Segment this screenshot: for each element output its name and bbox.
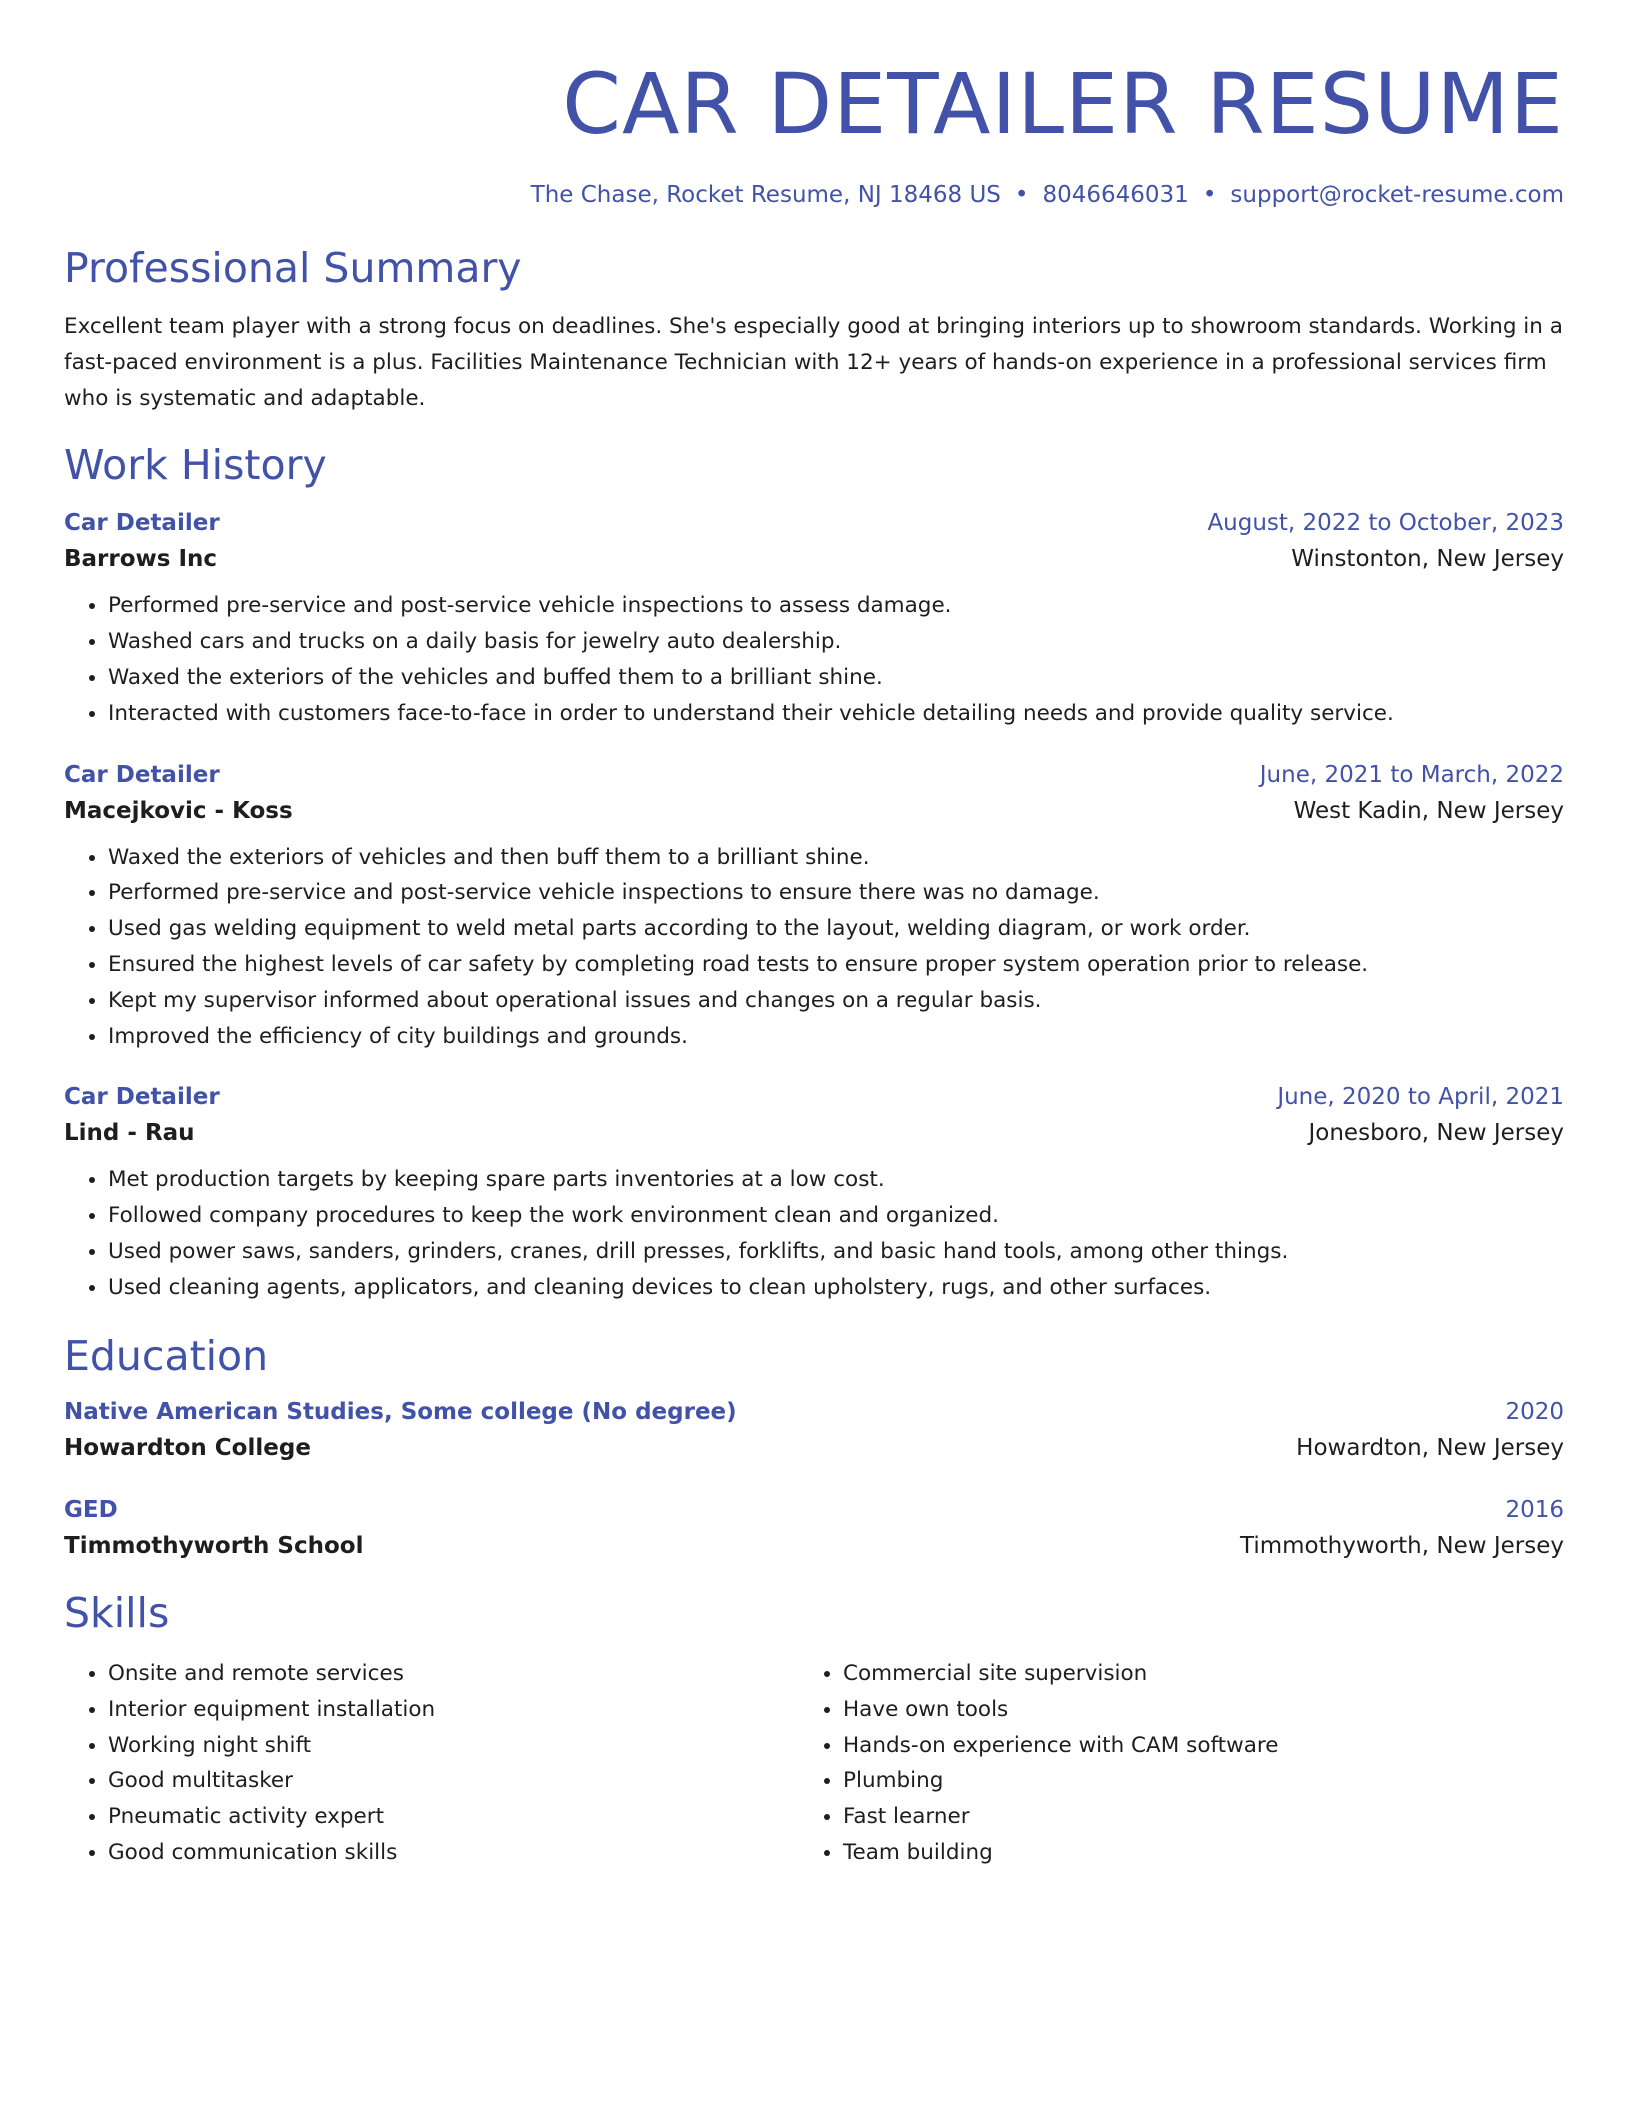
job-company: Macejkovic - Koss <box>64 797 293 824</box>
list-item: • Onsite and remote services <box>108 1656 799 1692</box>
list-item: • Improved the efficiency of city buildings and grounds. <box>108 1019 1564 1055</box>
job-header-row <box>64 762 1564 788</box>
job-header-row <box>64 1084 1564 1110</box>
list-item: • Plumbing <box>843 1763 1534 1799</box>
list-item: • Team building <box>843 1835 1534 1871</box>
job-company-row <box>64 798 1564 824</box>
job-company: Lind - Rau <box>64 1120 195 1147</box>
education-school: Howardton College <box>64 1434 311 1461</box>
summary-text: Excellent team player with a strong focus on deadlines. She's especially good at bringing interiors up to showroom standards. Working in a fast-paced environment is a plus. Facilities Maintenance Technician with 12+ years of hands-on experience in a professional services firm who is systematic and adaptable. <box>64 314 1563 412</box>
job-location: West Kadin, New Jersey <box>1293 797 1564 824</box>
list-item: • Good multitasker <box>108 1763 799 1799</box>
job-bullets <box>64 840 1564 1055</box>
list-item: • Washed cars and trucks on a daily basis for jewelry auto dealership. <box>108 624 1564 660</box>
contact-phone: 8046646031 <box>1042 182 1189 208</box>
job-dates: June, 2020 to April, 2021 <box>1277 1084 1564 1111</box>
resume-title: CAR DETAILER RESUME <box>562 55 1564 153</box>
list-item: • Used gas welding equipment to weld metal parts according to the layout, welding diagram, or work order. <box>108 911 1564 947</box>
list-item: • Pneumatic activity expert <box>108 1799 799 1835</box>
list-item: • Fast learner <box>843 1799 1534 1835</box>
professional-summary-section <box>64 244 1564 417</box>
section-title-education: Education <box>64 1331 269 1380</box>
job-company-row <box>64 1120 1564 1146</box>
education-header-row <box>64 1399 1564 1425</box>
job-location: Jonesboro, New Jersey <box>1308 1120 1564 1147</box>
education-section <box>64 1332 1564 1559</box>
education-school-row <box>64 1435 1564 1461</box>
list-item: • Used power saws, sanders, grinders, cranes, drill presses, forklifts, and basic hand tools, among other things. <box>108 1234 1564 1270</box>
skills-section <box>64 1589 1564 1871</box>
job-entry <box>64 762 1564 1055</box>
section-title-skills: Skills <box>64 1588 170 1637</box>
education-year: 2020 <box>1505 1398 1564 1425</box>
list-item: • Good communication skills <box>108 1835 799 1871</box>
skills-list-left <box>64 1656 799 1871</box>
contact-email: support@rocket-resume.com <box>1230 182 1564 208</box>
work-history-section <box>64 441 1564 1305</box>
skills-list-right <box>799 1656 1534 1871</box>
education-school: Timmothyworth School <box>64 1532 364 1559</box>
list-item: • Used cleaning agents, applicators, and cleaning devices to clean upholstery, rugs, and other surfaces. <box>108 1270 1564 1306</box>
job-dates: August, 2022 to October, 2023 <box>1207 510 1564 537</box>
section-title-work-history: Work History <box>64 441 327 490</box>
skills-columns <box>64 1656 1564 1871</box>
job-entry <box>64 510 1564 731</box>
contact-address: The Chase, Rocket Resume, NJ 18468 US <box>530 182 1001 208</box>
list-item: • Waxed the exteriors of vehicles and then buff them to a brilliant shine. <box>108 840 1564 876</box>
list-item: • Commercial site supervision <box>843 1656 1534 1692</box>
resume-header <box>64 55 1564 208</box>
job-location: Winstonton, New Jersey <box>1291 546 1564 573</box>
education-location: Timmothyworth, New Jersey <box>1240 1532 1564 1559</box>
job-entry <box>64 1084 1564 1305</box>
job-dates: June, 2021 to March, 2022 <box>1259 761 1564 788</box>
contact-line <box>64 182 1564 208</box>
separator-dot: • <box>1014 182 1029 208</box>
job-role: Car Detailer <box>64 761 220 788</box>
job-company-row <box>64 546 1564 572</box>
job-bullets <box>64 1162 1564 1305</box>
list-item: • Ensured the highest levels of car safety by completing road tests to ensure proper system operation prior to release. <box>108 947 1564 983</box>
education-school-row <box>64 1533 1564 1559</box>
list-item: • Working night shift <box>108 1728 799 1764</box>
list-item: • Performed pre-service and post-service vehicle inspections to ensure there was no damage. <box>108 875 1564 911</box>
separator-dot: • <box>1202 182 1217 208</box>
list-item: • Interacted with customers face-to-face in order to understand their vehicle detailing needs and provide quality service. <box>108 696 1564 732</box>
list-item: • Performed pre-service and post-service vehicle inspections to assess damage. <box>108 588 1564 624</box>
list-item: • Followed company procedures to keep the work environment clean and organized. <box>108 1198 1564 1234</box>
education-location: Howardton, New Jersey <box>1296 1434 1564 1461</box>
education-entry <box>64 1497 1564 1559</box>
list-item: • Met production targets by keeping spare parts inventories at a low cost. <box>108 1162 1564 1198</box>
job-header-row <box>64 510 1564 536</box>
list-item: • Have own tools <box>843 1692 1534 1728</box>
section-title-summary: Professional Summary <box>64 244 522 292</box>
education-degree: Native American Studies, Some college (No degree) <box>64 1398 737 1425</box>
list-item: • Hands-on experience with CAM software <box>843 1728 1534 1764</box>
education-header-row <box>64 1497 1564 1523</box>
education-degree: GED <box>64 1496 118 1523</box>
list-item: • Interior equipment installation <box>108 1692 799 1728</box>
job-role: Car Detailer <box>64 510 220 537</box>
list-item: • Waxed the exteriors of the vehicles and buffed them to a brilliant shine. <box>108 660 1564 696</box>
list-item: • Kept my supervisor informed about operational issues and changes on a regular basis. <box>108 983 1564 1019</box>
job-company: Barrows Inc <box>64 546 218 573</box>
education-year: 2016 <box>1505 1496 1564 1523</box>
education-entry <box>64 1399 1564 1461</box>
job-role: Car Detailer <box>64 1084 220 1111</box>
job-bullets <box>64 588 1564 731</box>
